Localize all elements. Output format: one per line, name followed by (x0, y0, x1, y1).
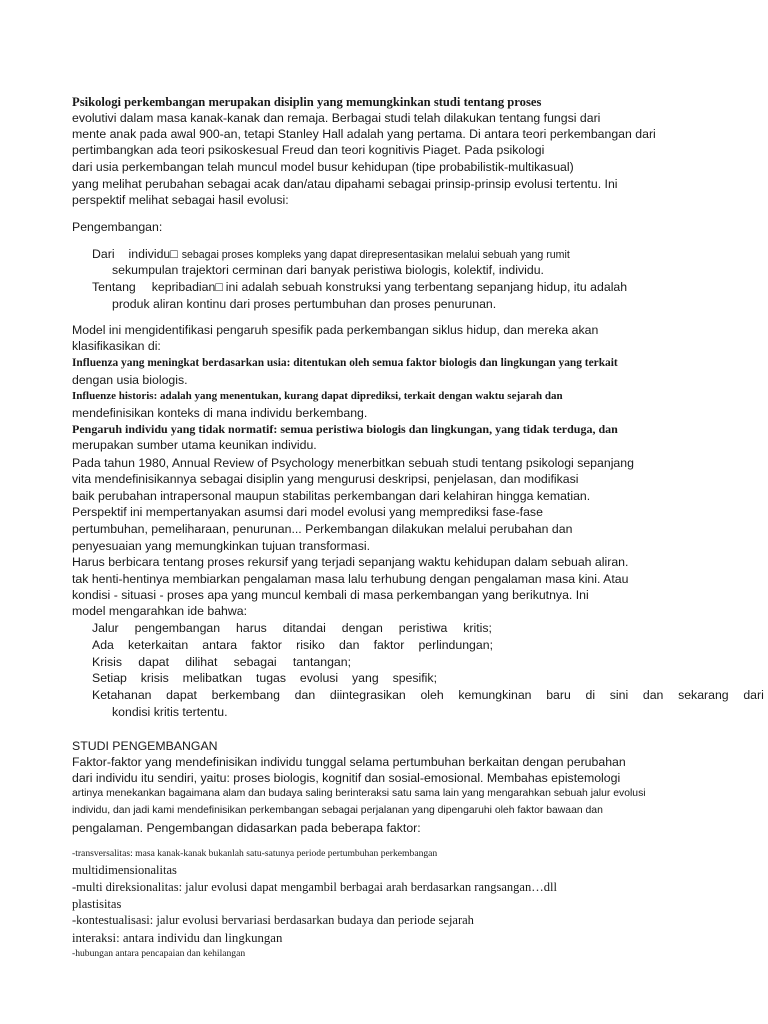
model-line: Model ini mengidentifikasi pengaruh spesifik pada perkembangan siklus hidup, dan mereka akan (72, 323, 599, 337)
list-item-continuation: kondisi kritis tertentu. (112, 705, 228, 719)
list-word: dilihat (185, 655, 218, 669)
dari-term: individu (128, 247, 171, 261)
intro-line: dari usia perkembangan telah muncul model busur kehidupan (tipe probabilistik-multikasual) (72, 160, 574, 174)
intro-line: mente anak pada awal 900-an, tetapi Stanley Hall adalah yang pertama. Di antara teori perkembangan dari (72, 127, 656, 141)
intro-line: yang melihat perubahan sebagai acak dan/atau dipahami sebagai prinsip-prinsip evolusi tertentu. Ini (72, 177, 618, 191)
list-word: Krisis (92, 655, 123, 669)
review-line: model mengarahkan ide bahwa: (72, 604, 248, 618)
intro-line: perspektif melihat sebagai hasil evolusi: (72, 193, 289, 207)
list-item (92, 670, 437, 686)
studi-line: artinya menekankan bagaimana alam dan budaya saling berinteraksi satu sama lain yang mengarahkan sebuah jalur evolusi (72, 788, 646, 799)
faktor-item: plastisitas (72, 897, 122, 911)
list-word: oleh (420, 688, 444, 702)
faktor-item: multidimensionalitas (72, 863, 177, 877)
list-word: Ada (92, 638, 114, 652)
studi-line: Faktor-faktor yang mendefinisikan individu tunggal selama pertumbuhan berkaitan dengan perubahan (72, 755, 626, 769)
dari-label: Dari (92, 247, 115, 261)
dari-definition: sebagai proses kompleks yang dapat direpresentasikan melalui sebuah yang rumit (181, 249, 570, 261)
list-word: harus (236, 621, 267, 635)
pengembangan-heading: Pengembangan: (72, 220, 163, 234)
list-word: kritis; (463, 621, 492, 635)
list-word: dan (294, 688, 316, 702)
review-line: penyesuaian yang memungkinkan tujuan transformasi. (72, 539, 371, 553)
list-word: faktor (373, 638, 405, 652)
list-item (92, 620, 492, 636)
intro-title: Psikologi perkembangan merupakan disiplin yang memungkinkan studi tentang proses (72, 95, 542, 109)
list-word: keterkaitan (128, 638, 189, 652)
list-word: melibatkan (182, 671, 243, 685)
list-word: evolusi (299, 671, 339, 685)
influence-age-heading: Influenza yang meningkat berdasarkan usia: ditentukan oleh semua faktor biologis dan lingkungan yang terkait (72, 357, 618, 369)
list-word: tantangan; (292, 655, 351, 669)
missing-glyph-icon: □ (170, 247, 178, 261)
faktor-item: interaksi: antara individu dan lingkungan (72, 931, 283, 945)
list-word: dapat (138, 655, 170, 669)
intro-line: pertimbangkan ada teori psikoskesual Freud dan teori kognitivis Piaget. Pada psikologi (72, 143, 545, 157)
model-line: klasifikasikan di: (72, 339, 161, 353)
review-line: baik perubahan intrapersonal maupun stabilitas perkembangan dari kelahiran hingga kematian. (72, 489, 591, 503)
review-line: Pada tahun 1980, Annual Review of Psychology menerbitkan sebuah studi tentang psikologi sepanjang (72, 456, 634, 470)
review-line: vita mendefinisikannya sebagai disiplin yang mengurusi deskripsi, penjelasan, dan modifikasi (72, 472, 579, 486)
list-word: sebagai (233, 655, 277, 669)
list-word: sini (609, 688, 629, 702)
list-word: tugas (255, 671, 287, 685)
list-word: sekarang (678, 688, 729, 702)
review-line: Harus berbicara tentang proses rekursif yang terjadi sepanjang waktu kehidupan dalam sebuah aliran. (72, 555, 629, 569)
faktor-item: -hubungan antara pencapaian dan kehilangan (72, 948, 246, 959)
faktor-item: -kontestualisasi: jalur evolusi bervariasi berdasarkan budaya dan periode sejarah (72, 913, 474, 927)
list-word: dan (338, 638, 360, 652)
list-word: krisis (140, 671, 169, 685)
list-word: berkembang (211, 688, 280, 702)
influence-individual-heading: Pengaruh individu yang tidak normatif: semua peristiwa biologis dan lingkungan, yang tidak terduga, dan (72, 422, 618, 436)
studi-line: individu, dan jadi kami mendefinisikan perkembangan sebagai perjalanan yang dipengaruhi oleh faktor bawaan dan (72, 805, 603, 816)
list-word: faktor (251, 638, 283, 652)
review-line: kondisi - situasi - proses apa yang muncul kembali di masa perkembangan yang berikutnya. Ini (72, 588, 589, 602)
list-word: Ketahanan (92, 688, 152, 702)
tentang-term: kepribadian (151, 280, 216, 294)
list-word: dan (642, 688, 664, 702)
list-word: baru (546, 688, 571, 702)
review-line: Perspektif ini mempertanyakan asumsi dari model evolusi yang memprediksi fase-fase (72, 505, 543, 519)
review-line: tak henti-hentinya membiarkan pengalaman masa lalu terhubung dengan pengalaman masa kini. Atau (72, 572, 629, 586)
list-word: dapat (166, 688, 197, 702)
list-word: antara (202, 638, 238, 652)
tentang-label: Tentang (92, 280, 136, 294)
faktor-item: -transversalitas: masa kanak-kanak bukanlah satu-satunya periode pertumbuhan perkembangan (72, 848, 438, 859)
model-line: mendefinisikan konteks di mana individu berkembang. (72, 406, 368, 420)
model-line: merupakan sumber utama keunikan individu. (72, 438, 317, 452)
list-word: risiko (296, 638, 325, 652)
list-word: spesifik; (392, 671, 437, 685)
model-line: dengan usia biologis. (72, 373, 188, 387)
list-word: yang (352, 671, 379, 685)
list-word: ditandai (282, 621, 326, 635)
list-item (92, 687, 764, 703)
dari-continuation: sekumpulan trajektori cerminan dari banyak peristiwa biologis, kolektif, individu. (112, 263, 544, 277)
list-word: Setiap (92, 671, 127, 685)
tentang-continuation: produk aliran kontinu dari proses pertumbuhan dan proses penurunan. (112, 297, 497, 311)
faktor-item: -multi direksionalitas: jalur evolusi dapat mengambil berbagai arah berdasarkan rangsangan…dll (72, 880, 557, 894)
list-word: diintegrasikan (329, 688, 406, 702)
list-word: perlindungan; (418, 638, 493, 652)
tentang-definition: ini adalah sebuah konstruksi yang terbentang sepanjang hidup, itu adalah (225, 280, 628, 294)
influence-history-heading: Influenze historis: adalah yang menentukan, kurang dapat diprediksi, terkait dengan waktu sejarah dan (72, 390, 563, 402)
list-word: dari (743, 688, 764, 702)
list-word: Jalur (92, 621, 119, 635)
list-word: peristiwa (398, 621, 448, 635)
studi-line: pengalaman. Pengembangan didasarkan pada beberapa faktor: (72, 821, 421, 835)
review-line: pertumbuhan, pemeliharaan, penurunan... Perkembangan dilakukan melalui perubahan dan (72, 522, 573, 536)
list-word: pengembangan (134, 621, 221, 635)
list-word: kemungkinan (458, 688, 532, 702)
dari-line (92, 246, 570, 263)
intro-line: evolutivi dalam masa kanak-kanak dan remaja. Berbagai studi telah dilakukan tentang fungsi dari (72, 111, 601, 125)
tentang-line (92, 279, 627, 295)
list-word: di (585, 688, 596, 702)
list-item (92, 654, 351, 670)
studi-heading: STUDI PENGEMBANGAN (72, 739, 218, 753)
studi-line: dari individu itu sendiri, yaitu: proses biologis, kognitif dan sosial-emosional. Membahas epistemologi (72, 771, 621, 785)
list-item (92, 637, 493, 653)
missing-glyph-icon: □ (215, 280, 223, 294)
list-word: dengan (341, 621, 383, 635)
